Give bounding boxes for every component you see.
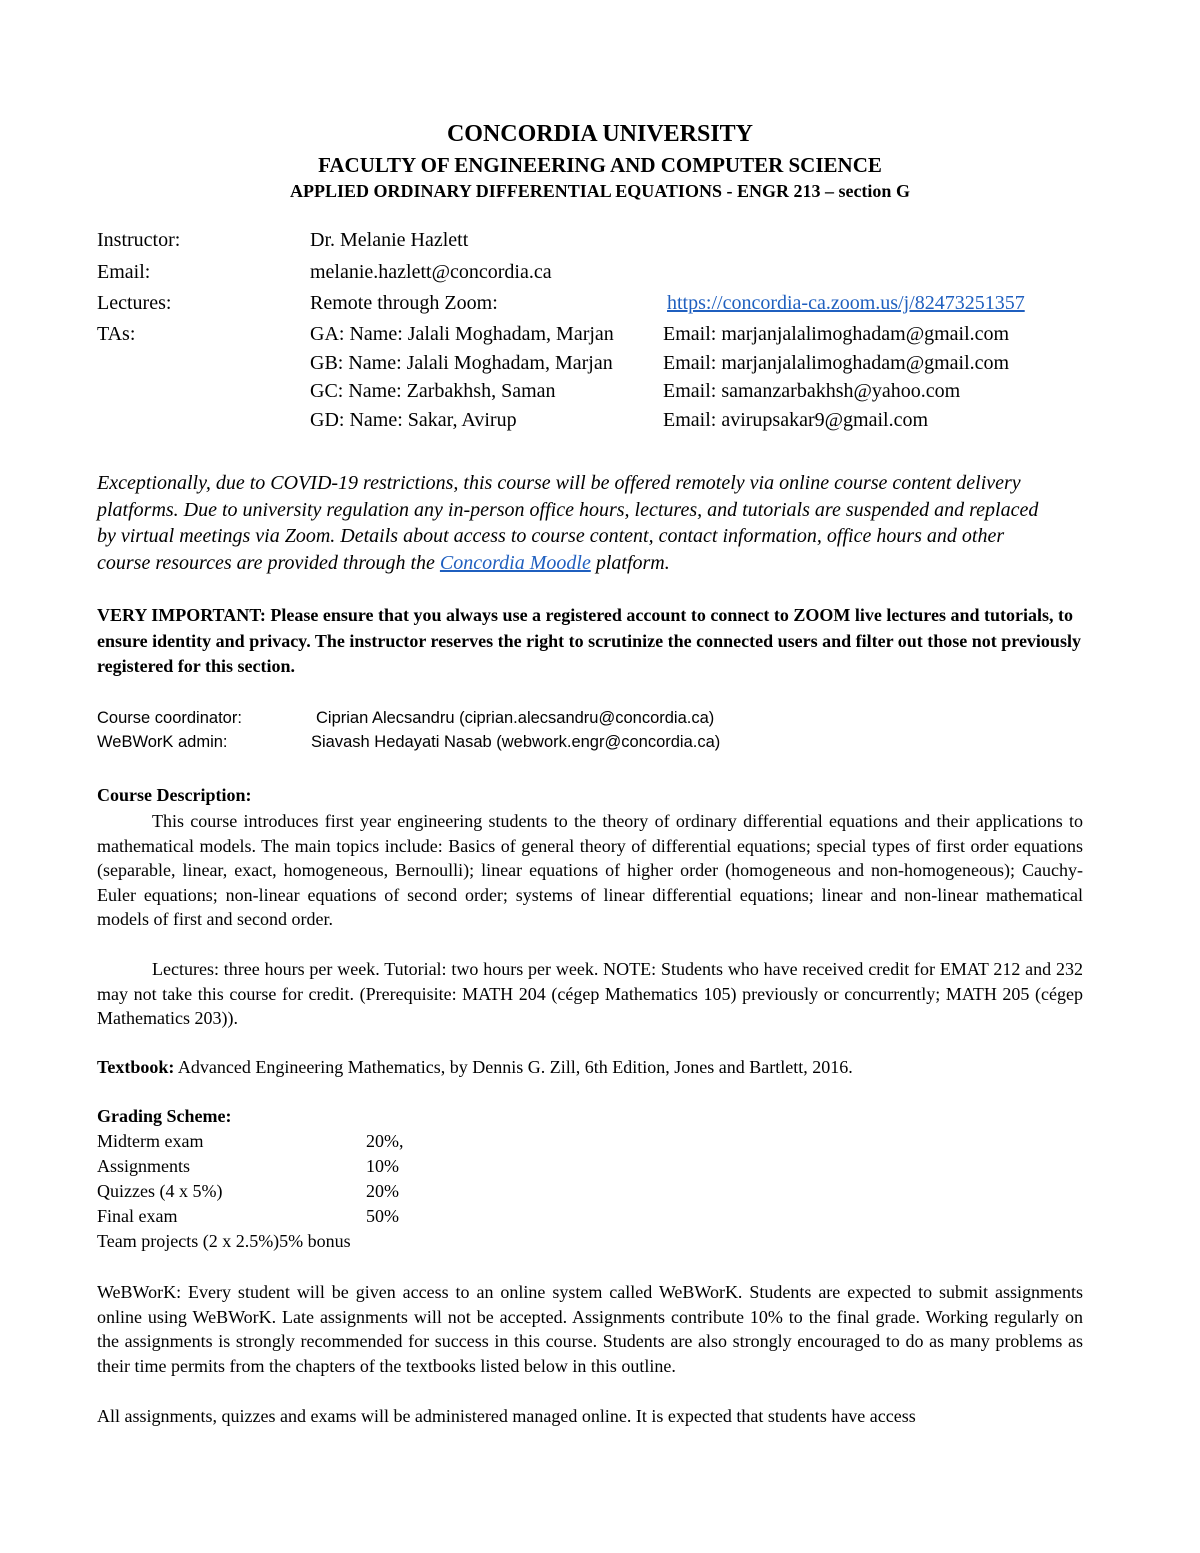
ta-email: Email: marjanjalalimoghadam@gmail.com [663,352,1010,374]
grading-item-value: 50% [366,1206,399,1226]
webwork-paragraph: WeBWorK: Every student will be given access to an online system called WeBWorK. Students are expected to submit assignments online using WeBWorK. Late assignments will not be accepted. Assignments contribute 10% to the final grade. Working regularly on the assignments is strongly recommended for success in this course. Students are also strongly encouraged to do as many problems as their time permits from the chapters of the textbooks listed below in this outline. [97,1282,1083,1376]
textbook-value: Advanced Engineering Mathematics, by Dennis G. Zill, 6th Edition, Jones and Bartlett, 2016. [174,1057,853,1077]
faculty-title: FACULTY OF ENGINEERING AND COMPUTER SCIENCE [318,153,882,177]
textbook-line [97,1057,853,1078]
description-heading: Course Description: [97,785,252,805]
instructor-label: Instructor: [97,229,181,251]
important-notice: VERY IMPORTANT: Please ensure that you always use a registered account to connect to ZOOM live lectures and tutorials, to ensure identity and privacy. The instructor reserves the right to scrutinize the connected users and filter out those not previously registered for this section. [97,605,1081,676]
lectures-label: Lectures: [97,292,172,314]
covid-notice-tail: platform. [590,551,670,574]
assessment-paragraph: All assignments, quizzes and exams will be administered managed online. It is expected that students have access [97,1406,916,1426]
ta-name: GC: Name: Zarbakhsh, Saman [310,380,556,402]
grading-heading: Grading Scheme: [97,1106,232,1126]
grading-item-label: Quizzes (4 x 5%) [97,1181,223,1201]
webwork-admin-label: WeBWorK admin: [97,733,228,751]
coordinator-value: Ciprian Alecsandru (ciprian.alecsandru@concordia.ca) [316,709,715,727]
webwork-admin-value: Siavash Hedayati Nasab (webwork.engr@concordia.ca) [311,733,721,751]
grading-bonus: Team projects (2 x 2.5%)5% bonus [97,1231,351,1251]
ta-name: GA: Name: Jalali Moghadam, Marjan [310,323,614,345]
lectures-value: Remote through Zoom: [310,292,498,314]
ta-email: Email: samanzarbakhsh@yahoo.com [663,380,961,402]
email-value: melanie.hazlett@concordia.ca [310,261,552,283]
ta-email: Email: avirupsakar9@gmail.com [663,409,929,431]
zoom-link[interactable]: https://concordia-ca.zoom.us/j/82473251357 [667,292,1025,314]
covid-notice-text: Exceptionally, due to COVID-19 restrictions, this course will be offered remotely via online course content delivery platforms. Due to university regulation any in-person office hours, lectures, and tutorials are suspended and replaced by virtual meetings via Zoom. Details about access to course content, contact information, office hours and other course resources are provided through the [97,472,1039,574]
university-title: CONCORDIA UNIVERSITY [446,121,754,147]
grading-item-label: Assignments [97,1156,191,1176]
grading-item-value: 20%, [366,1131,404,1151]
ta-name: GD: Name: Sakar, Avirup [310,409,517,431]
ta-name: GB: Name: Jalali Moghadam, Marjan [310,352,613,374]
course-title: APPLIED ORDINARY DIFFERENTIAL EQUATIONS - ENGR 213 – section G [290,181,910,201]
description-paragraph-lectures: Lectures: three hours per week. Tutorial: two hours per week. NOTE: Students who have received credit for EMAT 212 and 232 may not take this course for credit. (Prerequisite: MATH 204 (cégep Mathematics 105) previously or concurrently; MATH 205 (cégep Mathematics 203)). [97,959,1083,1029]
coordinator-label: Course coordinator: [97,709,242,727]
grading-item-value: 10% [366,1156,399,1176]
moodle-link[interactable]: Concordia Moodle [439,551,591,574]
textbook-label: Textbook: [97,1057,175,1077]
email-label: Email: [97,261,151,283]
instructor-value: Dr. Melanie Hazlett [310,229,469,251]
grading-item-value: 20% [366,1181,399,1201]
ta-email: Email: marjanjalalimoghadam@gmail.com [663,323,1010,345]
covid-notice [97,470,1057,576]
grading-item-label: Midterm exam [97,1131,204,1151]
grading-item-label: Final exam [97,1206,178,1226]
description-paragraph: This course introduces first year engineering students to the theory of ordinary differential equations and their applications to mathematical models. The main topics include: Basics of general theory of differential equations; special types of first order equations (separable, linear, exact, homogeneous, Bernoulli); linear equations of higher order (homogeneous and non-homogeneous); Cauchy-Euler equations; non-linear equations of second order; systems of linear differential equations; linear and non-linear mathematical models of first and second order. [97,811,1083,930]
tas-label: TAs: [97,323,136,345]
